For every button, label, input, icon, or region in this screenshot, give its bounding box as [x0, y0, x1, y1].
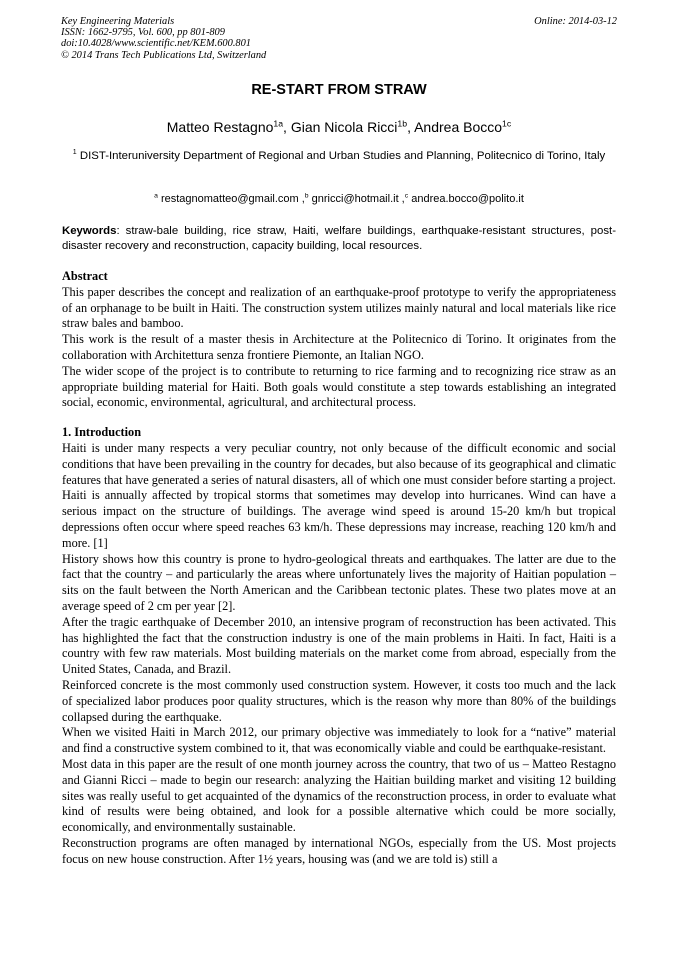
email-address: gnricci@hotmail.it — [311, 193, 399, 205]
author-sup: 1c — [502, 118, 512, 129]
abstract-paragraph: This paper describes the concept and realization of an earthquake-proof prototype to verify the appropriateness of an orphanage to be built in Haiti. The construction system utilizes mainly natural and local materials like rice straw bales and bamboo. — [62, 284, 616, 331]
doi-line: doi:10.4028/www.scientific.net/KEM.600.801 — [61, 38, 251, 50]
affiliation-sup: 1 — [72, 149, 77, 157]
author-list: Matteo Restagno$^{1a}$, Gian Nicola Ricci$^{1b}$, Andrea Bocco$^{1c}$ — [166, 118, 512, 135]
keywords-label: Keywords — [62, 225, 117, 237]
author-name: Gian Nicola Ricci — [290, 119, 398, 135]
body-paragraph: When we visited Haiti in March 2012, our primary objective was immediately to look for a “native” material and find a constructive system combined to it, that was economically viable and could be earthquake-resistant. — [62, 725, 616, 756]
keywords-block — [62, 224, 616, 254]
email-address: andrea.bocco@polito.it — [411, 193, 524, 205]
paper-title: RE-START FROM STRAW — [251, 82, 427, 98]
author-sup: 1b — [397, 118, 408, 129]
section-heading: 1. Introduction — [62, 425, 142, 440]
copyright-line: © 2014 Trans Tech Publications Ltd, Switzerland — [61, 49, 267, 61]
body-paragraph: Haiti is under many respects a very peculiar country, not only because of the difficult economic and social conditions that have been prevailing in the country for decades, but also because of its geographical and climatic features that have generated a series of natural disasters, all of which one must consider before starting a project. — [62, 440, 616, 487]
author-sup: 1a — [273, 118, 284, 129]
online-date: Online: 2014-03-12 — [534, 16, 617, 27]
affiliation-text: DIST-Interuniversity Department of Regional and Urban Studies and Planning, Politecnico di Torino, Italy — [79, 150, 606, 162]
body-paragraph: Reconstruction programs are often managed by international NGOs, especially from the US. Most projects focus on new house construction. After 1½ years, housing was (and we are told is) still a — [62, 835, 616, 866]
email-sup: b — [304, 192, 309, 200]
keywords-text: : straw-bale building, rice straw, Haiti, welfare buildings, earthquake-resistant structures, post-disaster recovery and reconstruction, capacity building, local resources. — [62, 225, 616, 253]
abstract-heading: Abstract — [62, 269, 108, 283]
body-paragraph: After the tragic earthquake of December 2010, an intensive program of reconstruction has been activated. This has highlighted the fact that the construction industry is one of the main problems in Haiti. In fact, Haiti is a country with few raw materials. Most building materials on the market come from abroad, especially from the United States, Canada, and Brazil. — [62, 614, 616, 677]
issn-line: ISSN: 1662-9795, Vol. 600, pp 801-809 — [61, 27, 225, 39]
paper-body — [62, 269, 616, 867]
abstract-paragraph: The wider scope of the project is to contribute to returning to rice farming and to recognizing rice straw as an appropriate building material for Haiti. Both goals would constitute a step towards establishing an integrated social, economic, environmental, agricultural, and architectural process. — [62, 363, 616, 410]
email-address: restagnomatteo@gmail.com — [160, 193, 299, 205]
body-paragraph: Reinforced concrete is the most commonly used construction system. However, it costs too much and the lack of specialized labor produces poor quality structures, which is the reason why more than 80% of the buildings collapsed during the earthquake. — [62, 677, 616, 724]
section-gap — [62, 411, 616, 425]
email-sup: c — [404, 192, 409, 200]
body-paragraph: Haiti is annually affected by tropical storms that sometimes may develop into hurricanes. Wind can have a serious impact on the structure of buildings. The average wind speed is around 15-20 km/h but tropical depressions often occur where speed reaches 63 km/h. These depressions may increase, reaching 120 km/h and more. [1] — [62, 488, 616, 550]
affiliation — [70, 149, 608, 165]
email-list: $^a$ restagnomatteo@gmail.com ,$^b$ gnricci@hotmail.it ,$^c$ andrea.bocco@polito.it — [154, 192, 524, 205]
author-name: Matteo Restagno — [166, 119, 274, 135]
email-sup: a — [154, 192, 158, 200]
journal-header — [61, 16, 617, 61]
body-paragraph: Most data in this paper are the result of one month journey across the country, that two of us – Matteo Restagno and Gianni Ricci – made to begin our research: analyzing the Haitian building market and visiting 12 building sites was really useful to get acquainted of the dynamics of the reconstruction process, in order to evaluate what kind of results were being obtained, and look for a possible alternative which could be more socially, economically, and environmentally sustainable. — [62, 756, 616, 835]
body-paragraph: History shows how this country is prone to hydro-geological threats and earthquakes. The latter are due to the fact that the country – and particularly the areas where unfortunately lives the majority of Haitian population – sits on the fault between the North American and the Caribbean tectonic plates. These two plates move at an average speed of 2 cm per year [2]. — [62, 551, 616, 613]
abstract-paragraph: This work is the result of a master thesis in Architecture at the Politecnico di Torino. It originates from the collaboration with Architettura senza frontiere Piemonte, an Italian NGO. — [62, 332, 616, 362]
author-name: Andrea Bocco — [414, 119, 503, 135]
journal-name: Key Engineering Materials — [61, 16, 175, 27]
